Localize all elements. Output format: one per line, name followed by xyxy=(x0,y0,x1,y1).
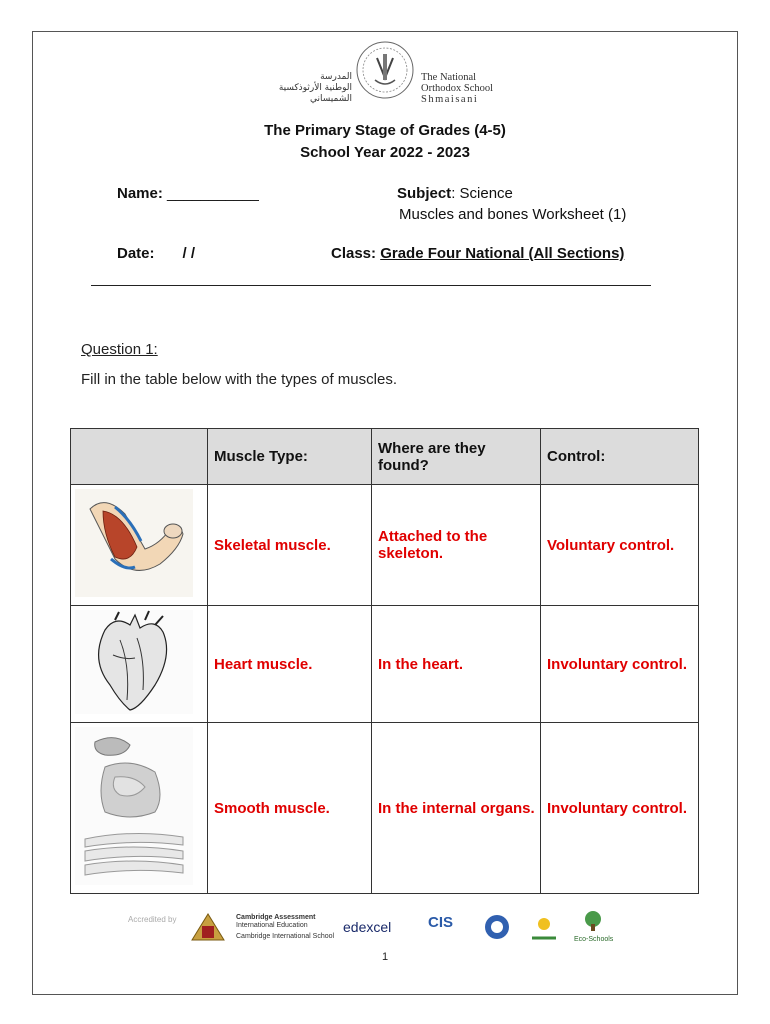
internal-organs-icon xyxy=(75,727,193,885)
name-field: Name: ___________ xyxy=(117,185,259,202)
muscle-type-cell: Heart muscle. xyxy=(208,606,372,723)
question-title: Question 1: xyxy=(81,341,158,358)
sun-logo-icon xyxy=(528,912,560,942)
arm-muscle-image xyxy=(71,485,208,606)
question-instruction: Fill in the table below with the types of muscles. xyxy=(81,371,397,388)
worksheet-title: Muscles and bones Worksheet (1) xyxy=(399,206,627,223)
where-found-cell: In the internal organs. xyxy=(372,723,541,894)
muscle-type-cell: Smooth muscle. xyxy=(208,723,372,894)
school-seal-icon xyxy=(355,40,415,100)
table-header-image xyxy=(71,429,208,485)
table-header-row xyxy=(71,429,699,485)
table-header-where-found: Where are they found? xyxy=(372,429,541,485)
stage-title: The Primary Stage of Grades (4-5) xyxy=(264,122,506,139)
arabic-school-name: المدرسة الوطنية الأرثوذكسية الشميساني xyxy=(278,72,352,104)
edexcel-logo: edexcel xyxy=(343,919,392,935)
heart-icon xyxy=(75,610,193,714)
cambridge-logo: Cambridge Assessment International Education Cambridge International School xyxy=(236,914,335,940)
class-field: Class: Grade Four National (All Sections) xyxy=(331,245,625,262)
table-header-muscle-type: Muscle Type: xyxy=(208,429,372,485)
subject-field: Subject: Science xyxy=(397,185,513,202)
page-number: 1 xyxy=(381,951,389,963)
internal-organs-image xyxy=(71,723,208,894)
header-divider xyxy=(91,285,651,286)
muscle-type-cell: Skeletal muscle. xyxy=(208,485,372,606)
jordan-crest-icon xyxy=(188,910,228,944)
accredited-by-label: Accredited by xyxy=(128,915,177,924)
eco-schools-label: Eco-Schools xyxy=(574,936,614,943)
date-field: Date: / / xyxy=(117,245,196,262)
arm-muscle-icon xyxy=(75,489,193,597)
muscle-types-table xyxy=(70,428,699,894)
control-cell: Voluntary control. xyxy=(541,485,699,606)
control-cell: Involuntary control. xyxy=(541,606,699,723)
table-header-control: Control: xyxy=(541,429,699,485)
english-school-name: The National Orthodox School Shmaisani xyxy=(421,72,494,105)
table-row xyxy=(71,485,699,606)
where-found-cell: In the heart. xyxy=(372,606,541,723)
where-found-cell: Attached to the skeleton. xyxy=(372,485,541,606)
heart-image xyxy=(71,606,208,723)
control-cell: Involuntary control. xyxy=(541,723,699,894)
table-row xyxy=(71,723,699,894)
cis-logo: CIS xyxy=(428,914,454,931)
ib-logo-icon xyxy=(484,914,510,940)
school-year: School Year 2022 - 2023 xyxy=(300,144,470,161)
table-row xyxy=(71,606,699,723)
eco-schools-tree-icon xyxy=(582,910,604,932)
